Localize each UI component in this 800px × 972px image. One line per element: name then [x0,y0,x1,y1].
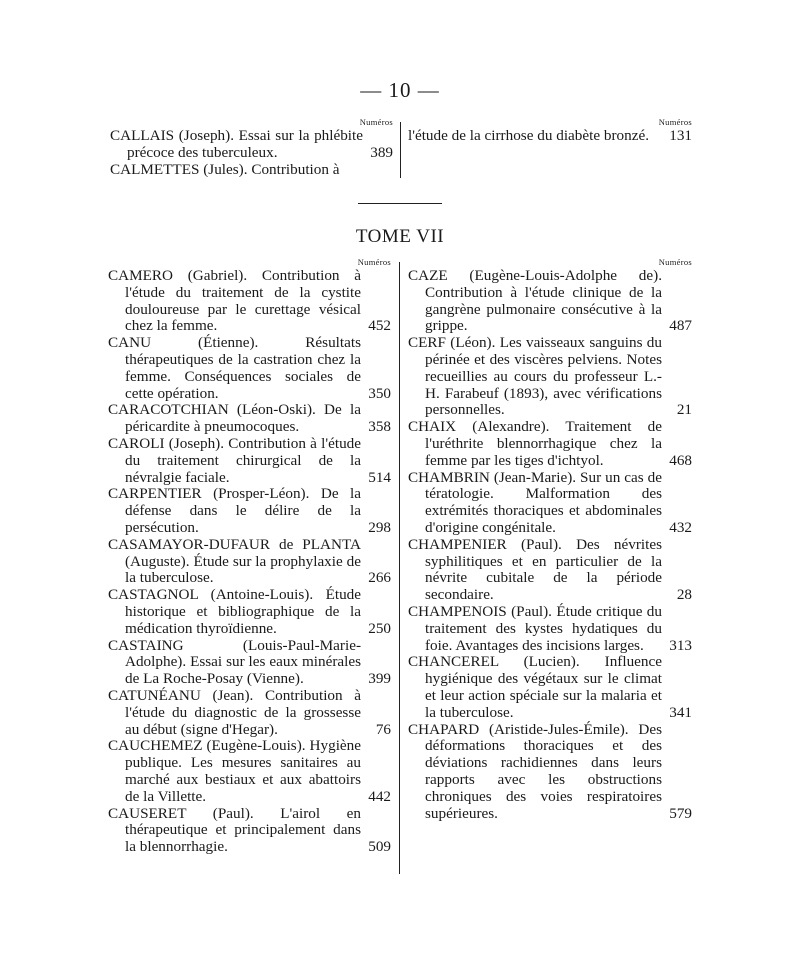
thesis-number: 266 [368,569,391,587]
entry-text: l'étude de la cirrhose du diabète bronzé. [408,127,649,144]
left-entries [108,268,391,856]
index-entry [408,604,692,654]
numeros-header: Numéros [359,117,393,127]
index-entry [108,738,391,805]
index-entry [408,470,692,537]
entry-text: CHAMPENOIS (Paul). Étude critique du traitement des kystes hydatiques du foie. Avantages des incisions larges. [408,602,662,654]
thesis-number: 514 [368,468,391,486]
top-left-entries [110,128,393,178]
index-entry [108,537,391,587]
section-divider-rule [358,203,442,204]
entry-text: CAROLI (Joseph). Contribution à l'étude du traitement chirurgical de la névralgie faciale. [108,434,361,486]
entry-text: CARACOTCHIAN (Léon-Oski). De la péricardite à pneumocoques. [108,401,361,436]
thesis-number: 298 [368,518,391,536]
numeros-header: Numéros [658,257,692,267]
thesis-number: 341 [669,703,692,721]
index-entry [408,268,692,335]
top-right-column [408,117,692,145]
entry-text: CERF (Léon). Les vaisseaux sanguins du périnée et des viscères pelviens. Notes recueillies au cours du professeur L.-H. Farabeuf (1893), avec vérifications personnelles. [408,334,662,419]
top-column-divider [400,122,401,178]
tome-heading: TOME VII [355,226,445,247]
thesis-number: 28 [676,586,692,604]
thesis-number: 358 [368,418,391,436]
entry-text: CHAPARD (Aristide-Jules-Émile). Des déformations thoraciques et des déviations rachidiennes dans leurs rapports avec les obstructions chroniques des voies respiratoires supérieures. [408,720,662,822]
entry-text: CASAMAYOR-DUFAUR de PLANTA (Auguste). Étude sur la prophylaxie de la tuberculose. [108,535,361,587]
entry-text: CAUSERET (Paul). L'airol en thérapeutique et principalement dans la blennorrhagie. [108,804,361,856]
thesis-number: 313 [669,636,692,654]
thesis-number: 509 [368,838,391,856]
entry-text: CASTAGNOL (Antoine-Louis). Étude historique et bibliographique de la médication thyroïdienne. [108,586,361,637]
thesis-number: 442 [368,787,391,805]
thesis-number: 350 [368,384,391,402]
thesis-number: 432 [669,518,692,536]
thesis-number: 76 [375,720,391,738]
thesis-number: 250 [368,619,391,637]
index-entry [408,654,692,721]
entry-text: CAMERO (Gabriel). Contribution à l'étude du traitement de la cystite douloureuse par le curettage vésical chez la femme. [108,267,361,335]
top-left-column [110,117,393,178]
index-entry [108,638,391,688]
index-entry [108,402,391,436]
top-right-entries [408,128,692,145]
entry-text: CALLAIS (Joseph). Essai sur la phlébite précoce des tuberculeux. [110,127,363,161]
index-entry [408,722,692,823]
index-entry [108,486,391,536]
page-number: — 10 — [360,78,440,102]
index-entry [408,335,692,419]
index-entry [110,162,393,179]
thesis-number: 131 [669,127,692,144]
index-entry [108,688,391,738]
thesis-number: 389 [370,143,393,161]
entry-text: CASTAING (Louis-Paul-Marie-Adolphe). Essai sur les eaux minérales de La Roche-Posay (Vienne). [108,636,361,688]
thesis-number: 579 [669,804,692,822]
thesis-number: 399 [368,670,391,688]
thesis-number: 468 [669,451,692,469]
index-entry [408,537,692,604]
right-entries [408,268,692,822]
numeros-header: Numéros [357,257,391,267]
index-entry [108,335,391,402]
index-entry [110,128,393,162]
entry-text: CANU (Étienne). Résultats thérapeutiques de la castration chez la femme. Conséquences sociales de cette opération. [108,334,361,402]
entry-text: CALMETTES (Jules). Contribution à [110,160,340,178]
index-entry [108,806,391,856]
entry-text: CATUNÉANU (Jean). Contribution à l'étude du diagnostic de la grossesse au début (signe d'Hegar). [108,686,361,738]
thesis-number: 487 [669,317,692,335]
column-divider [399,262,400,874]
index-entry [408,128,692,145]
index-entry [108,436,391,486]
index-entry [108,587,391,637]
right-column [408,257,692,822]
entry-text: CHAIX (Alexandre). Traitement de l'uréthrite blennorrhagique chez la femme par les tiges d'ichtyol. [408,418,662,469]
index-entry [408,419,692,469]
entry-text: CARPENTIER (Prosper-Léon). De la défense dans le délire de la persécution. [108,485,361,536]
numeros-header: Numéros [658,117,692,127]
entry-text: CHAMBRIN (Jean-Marie). Sur un cas de tératologie. Malformation des extrémités thoraciques et abdominales d'origine congénitale. [408,468,662,536]
entry-text: CHANCEREL (Lucien). Influence hygiénique des végétaux sur le climat et leur action spéciale sur la malaria et la tuberculose. [408,653,662,721]
entry-text: CAUCHEMEZ (Eugène-Louis). Hygiène publique. Les mesures sanitaires au marché aux bestiaux et aux abattoirs de la Villette. [108,737,361,805]
thesis-number: 452 [368,317,391,335]
thesis-number: 21 [676,401,692,419]
entry-text: CHAMPENIER (Paul). Des névrites syphilitiques et en particulier de la névrite cubitale de la période secondaire. [408,535,662,604]
index-entry [108,268,391,335]
entry-text: CAZE (Eugène-Louis-Adolphe de). Contribution à l'étude clinique de la gangrène pulmonaire consécutive à la grippe. [408,267,662,335]
left-column [108,257,391,856]
